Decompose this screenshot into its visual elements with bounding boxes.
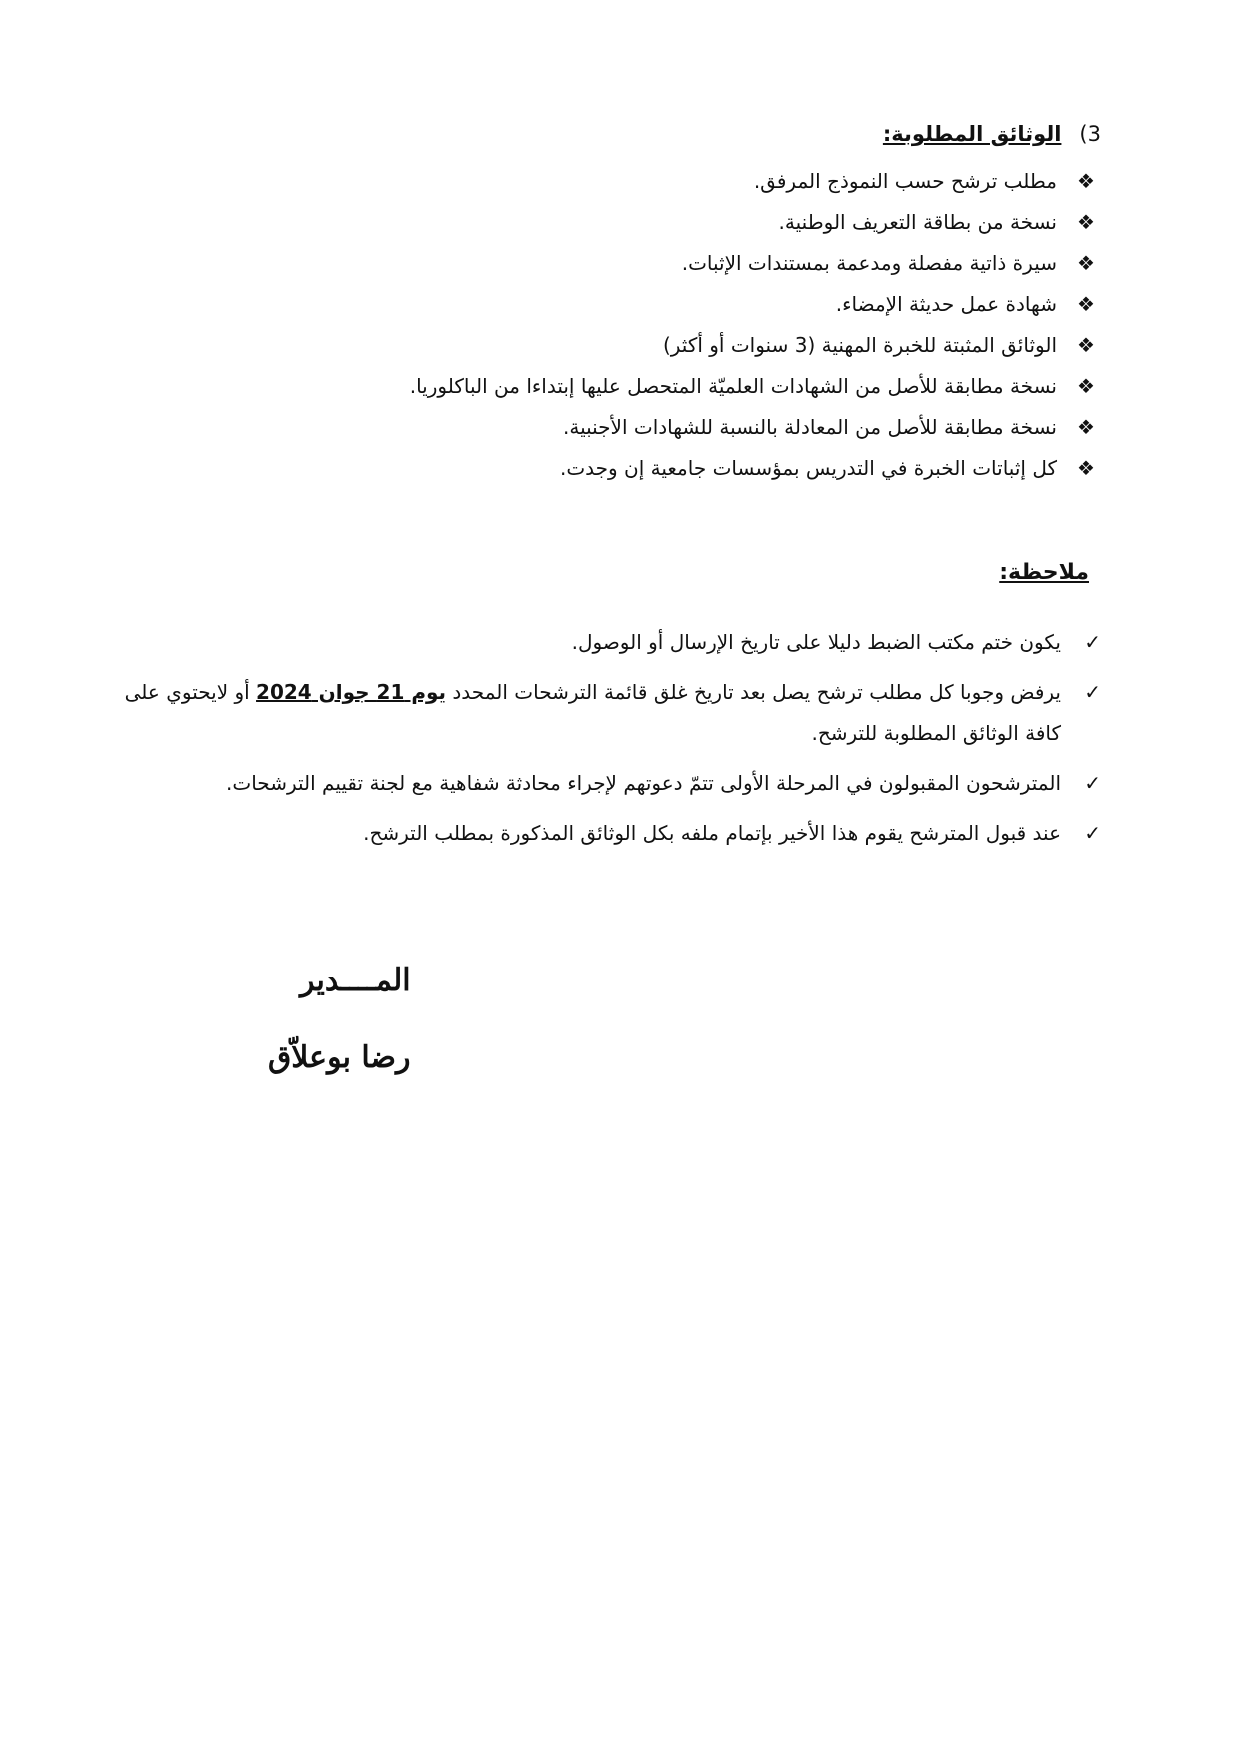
section-title: الوثائق المطلوبة:	[882, 122, 1062, 146]
list-item	[410, 242, 1101, 283]
section-heading	[883, 122, 1101, 146]
diamond-bullet-icon: ❖	[1077, 332, 1095, 357]
document-label: كل إثباتات الخبرة في التدريس بمؤسسات جامعية إن وجدت.	[559, 455, 1057, 480]
document-label: نسخة مطابقة للأصل من المعادلة بالنسبة للشهادات الأجنبية.	[563, 414, 1057, 439]
list-item	[410, 406, 1101, 447]
list-item	[410, 324, 1101, 365]
note-text-part: أو لايحتوي على كافة الوثائق المطلوبة للترشح.	[124, 680, 1061, 745]
diamond-bullet-icon: ❖	[1077, 414, 1095, 439]
list-item	[101, 672, 1101, 754]
required-documents-list	[410, 160, 1101, 488]
note-heading: ملاحظة:	[999, 560, 1089, 585]
note-text-part: يرفض وجوبا كل مطلب ترشح يصل بعد تاريخ غلق قائمة الترشحات المحدد	[446, 680, 1061, 704]
document-label: الوثائق المثبتة للخبرة المهنية (3 سنوات أو أكثر)	[662, 332, 1057, 357]
diamond-bullet-icon: ❖	[1077, 209, 1095, 234]
director-title: المــــدير	[300, 963, 411, 998]
document-label: نسخة مطابقة للأصل من الشهادات العلميّة المتحصل عليها إبتداءا من الباكلوريا.	[409, 373, 1057, 398]
list-item	[410, 365, 1101, 406]
diamond-bullet-icon: ❖	[1077, 291, 1095, 316]
diamond-bullet-icon: ❖	[1077, 168, 1095, 193]
list-item	[101, 763, 1101, 804]
document-label: مطلب ترشح حسب النموذج المرفق.	[753, 168, 1057, 193]
list-item	[410, 160, 1101, 201]
note-text	[101, 672, 1061, 754]
director-name: رضا بوعلاّق	[268, 1040, 411, 1075]
check-icon: ✓	[1084, 771, 1101, 795]
notes-list	[101, 622, 1101, 863]
diamond-bullet-icon: ❖	[1077, 455, 1095, 480]
check-icon: ✓	[1084, 630, 1101, 654]
note-text: عند قبول المترشح يقوم هذا الأخير بإتمام ملفه بكل الوثائق المذكورة بمطلب الترشح.	[363, 821, 1061, 845]
check-icon: ✓	[1084, 680, 1101, 704]
list-item	[410, 201, 1101, 242]
document-label: شهادة عمل حديثة الإمضاء.	[835, 291, 1057, 316]
list-item	[410, 283, 1101, 324]
document-label: سيرة ذاتية مفصلة ومدعمة بمستندات الإثبات.	[681, 250, 1057, 275]
list-item	[101, 622, 1101, 663]
document-label: نسخة من بطاقة التعريف الوطنية.	[778, 209, 1057, 234]
section-number: 3)	[1079, 122, 1101, 146]
note-text: المترشحون المقبولون في المرحلة الأولى تتمّ دعوتهم لإجراء محادثة شفاهية مع لجنة تقييم الترشحات.	[226, 771, 1061, 795]
note-text: يكون ختم مكتب الضبط دليلا على تاريخ الإرسال أو الوصول.	[571, 630, 1061, 654]
diamond-bullet-icon: ❖	[1077, 250, 1095, 275]
diamond-bullet-icon: ❖	[1077, 373, 1095, 398]
list-item	[410, 447, 1101, 488]
check-icon: ✓	[1084, 821, 1101, 845]
deadline-date: يوم 21 جوان 2024	[256, 680, 447, 704]
list-item	[101, 813, 1101, 854]
